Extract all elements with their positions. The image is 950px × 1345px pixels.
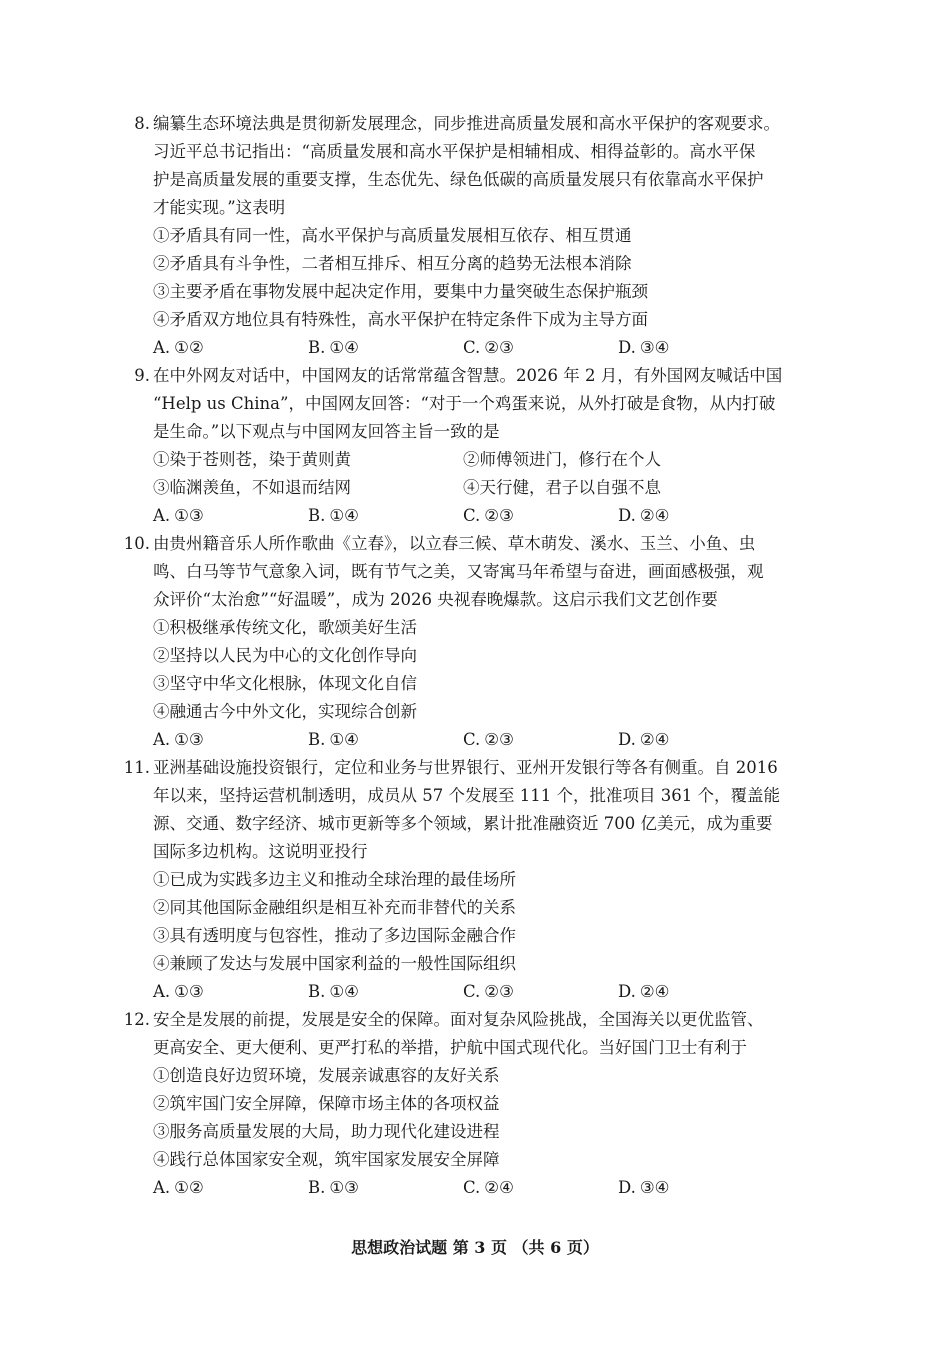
- stem-line: 众评价“太治愈”“好温暖”，成为 2026 央视春晚爆款。这启示我们文艺创作要: [153, 590, 718, 609]
- statement-row: [153, 474, 793, 502]
- answer-choices: [153, 726, 793, 754]
- stem-line: 安全是发展的前提，发展是安全的保障。面对复杂风险挑战，全国海关以更优监管、: [153, 1010, 764, 1029]
- question-9: [134, 362, 793, 530]
- choice-letter: C.: [463, 730, 481, 749]
- choice-text: ②④: [639, 982, 670, 1001]
- choice-letter: C.: [463, 338, 481, 357]
- choice-text: ①④: [329, 982, 359, 1001]
- statement-item: ①积极继承传统文化，歌颂美好生活: [153, 618, 417, 637]
- choice-letter: A.: [153, 982, 171, 1001]
- choice-text: ①④: [329, 506, 359, 525]
- choice-d[interactable]: [618, 502, 773, 530]
- choice-letter: D.: [618, 506, 636, 525]
- question-stem: [153, 530, 793, 614]
- choice-letter: B.: [308, 982, 326, 1001]
- stem-line: 鸣、白马等节气意象入词，既有节气之美，又寄寓马年希望与奋进，画面感极强，观: [153, 562, 764, 581]
- stem-line: 编纂生态环境法典是贯彻新发展理念，同步推进高质量发展和高水平保护的客观要求。: [153, 114, 780, 133]
- choice-letter: D.: [618, 1178, 636, 1197]
- statement-list: [153, 446, 793, 502]
- choice-text: ②③: [484, 506, 514, 525]
- stem-line: 护是高质量发展的重要支撑，生态优先、绿色低碳的高质量发展只有依靠高水平保护: [153, 170, 764, 189]
- choice-b[interactable]: [308, 502, 463, 530]
- stem-line: 习近平总书记指出：“高质量发展和高水平保护是相辅相成、相得益彰的。高水平保: [153, 142, 756, 161]
- choice-d[interactable]: [618, 726, 773, 754]
- stem-line: 是生命。”以下观点与中国网友回答主旨一致的是: [153, 422, 500, 441]
- stem-line: 源、交通、数字经济、城市更新等多个领域，累计批准融资近 700 亿美元，成为重要: [153, 814, 773, 833]
- choice-a[interactable]: [153, 502, 308, 530]
- choice-letter: C.: [463, 506, 481, 525]
- choice-text: ②④: [484, 1178, 514, 1197]
- statement-item: ③服务高质量发展的大局，助力现代化建设进程: [153, 1122, 500, 1141]
- choice-d[interactable]: [618, 1174, 773, 1202]
- question-11: [123, 754, 793, 1006]
- choice-b[interactable]: [308, 726, 463, 754]
- stem-line: 亚洲基础设施投资银行，定位和业务与世界银行、亚州开发银行等各有侧重。自 2016: [153, 758, 778, 777]
- statement-item: ①创造良好边贸环境，发展亲诚惠容的友好关系: [153, 1066, 500, 1085]
- choice-text: ①③: [329, 1178, 359, 1197]
- question-12: [123, 1006, 793, 1202]
- statement-item: ②矛盾具有斗争性，二者相互排斥、相互分离的趋势无法根本消除: [153, 254, 632, 273]
- choice-letter: A.: [153, 1178, 171, 1197]
- question-stem: [153, 110, 793, 222]
- choice-a[interactable]: [153, 726, 308, 754]
- statement-item: ①已成为实践多边主义和推动全球治理的最佳场所: [153, 870, 516, 889]
- question-stem: [153, 754, 793, 866]
- statement-item: ④兼顾了发达与发展中国家利益的一般性国际组织: [153, 954, 516, 973]
- question-stem: [153, 362, 793, 446]
- statement-item: ④天行健，君子以自强不息: [463, 478, 661, 497]
- question-number: 9.: [134, 366, 150, 385]
- statement-item: ①矛盾具有同一性，高水平保护与高质量发展相互依存、相互贯通: [153, 226, 632, 245]
- choice-letter: D.: [618, 730, 636, 749]
- choice-text: ①③: [174, 982, 204, 1001]
- statement-item: ③临渊羡鱼，不如退而结网: [153, 478, 351, 497]
- answer-choices: [153, 334, 793, 362]
- statement-item: ①染于苍则苍，染于黄则黄: [153, 450, 351, 469]
- choice-c[interactable]: [463, 502, 618, 530]
- statement-item: ③主要矛盾在事物发展中起决定作用，要集中力量突破生态保护瓶颈: [153, 282, 648, 301]
- statement-item: ②同其他国际金融组织是相互补充而非替代的关系: [153, 898, 516, 917]
- stem-line: 在中外网友对话中，中国网友的话常常蕴含智慧。2026 年 2 月，有外国网友喊话中国: [153, 366, 783, 385]
- statement-item: ④融通古今中外文化，实现综合创新: [153, 702, 417, 721]
- choice-letter: A.: [153, 506, 171, 525]
- answer-choices: [153, 978, 793, 1006]
- choice-text: ②③: [484, 338, 514, 357]
- question-number: 8.: [134, 114, 150, 133]
- stem-line: 更高安全、更大便利、更严打私的举措，护航中国式现代化。当好国门卫士有利于: [153, 1038, 747, 1057]
- statement-list: [153, 866, 793, 978]
- choice-letter: B.: [308, 730, 326, 749]
- choice-text: ①④: [329, 730, 359, 749]
- stem-line: 年以来，坚持运营机制透明，成员从 57 个发展至 111 个，批准项目 361 个，覆盖能: [153, 786, 780, 805]
- choice-c[interactable]: [463, 978, 618, 1006]
- page-footer: 思想政治试题 第 3 页 （共 6 页）: [351, 1238, 599, 1257]
- stem-line: 由贵州籍音乐人所作歌曲《立春》，以立春三候、草木萌发、溪水、玉兰、小鱼、虫: [153, 534, 756, 553]
- choice-c[interactable]: [463, 1174, 618, 1202]
- choice-text: ②④: [639, 506, 670, 525]
- choice-letter: A.: [153, 338, 171, 357]
- choice-a[interactable]: [153, 1174, 308, 1202]
- choice-text: ③④: [639, 1178, 670, 1197]
- answer-choices: [153, 1174, 793, 1202]
- statement-item: ②坚持以人民为中心的文化创作导向: [153, 646, 417, 665]
- statement-list: [153, 614, 793, 726]
- stem-line: “Help us China”，中国网友回答：“对于一个鸡蛋来说，从外打破是食物，从内打破: [153, 394, 776, 413]
- choice-a[interactable]: [153, 978, 308, 1006]
- question-8: [134, 110, 793, 362]
- statement-item: ④矛盾双方地位具有特殊性，高水平保护在特定条件下成为主导方面: [153, 310, 648, 329]
- choice-c[interactable]: [463, 334, 618, 362]
- question-stem: [153, 1006, 793, 1062]
- choice-letter: C.: [463, 982, 481, 1001]
- question-number: 10.: [123, 534, 150, 553]
- question-10: [123, 530, 793, 754]
- choice-letter: A.: [153, 730, 171, 749]
- statement-item: ②师傅领进门，修行在个人: [463, 450, 661, 469]
- choice-letter: D.: [618, 338, 636, 357]
- choice-text: ①②: [174, 338, 204, 357]
- question-number: 12.: [123, 1010, 150, 1029]
- choice-text: ①③: [174, 506, 204, 525]
- stem-line: 国际多边机构。这说明亚投行: [153, 842, 368, 861]
- choice-b[interactable]: [308, 334, 463, 362]
- choice-text: ②③: [484, 730, 514, 749]
- statement-list: [153, 222, 793, 334]
- choice-text: ①②: [174, 1178, 204, 1197]
- choice-d[interactable]: [618, 334, 773, 362]
- choice-letter: D.: [618, 982, 636, 1001]
- choice-d[interactable]: [618, 978, 773, 1006]
- stem-line: 才能实现。”这表明: [153, 198, 286, 217]
- statement-row: [153, 446, 793, 474]
- statement-list: [153, 1062, 793, 1174]
- choice-letter: B.: [308, 338, 326, 357]
- choice-text: ②④: [639, 730, 670, 749]
- answer-choices: [153, 502, 793, 530]
- choice-text: ①③: [174, 730, 204, 749]
- choice-b[interactable]: [308, 1174, 463, 1202]
- choice-text: ①④: [329, 338, 359, 357]
- choice-text: ③④: [639, 338, 670, 357]
- statement-item: ④践行总体国家安全观，筑牢国家发展安全屏障: [153, 1150, 500, 1169]
- choice-c[interactable]: [463, 726, 618, 754]
- statement-item: ②筑牢国门安全屏障，保障市场主体的各项权益: [153, 1094, 500, 1113]
- choice-text: ②③: [484, 982, 514, 1001]
- choice-b[interactable]: [308, 978, 463, 1006]
- statement-item: ③具有透明度与包容性，推动了多边国际金融合作: [153, 926, 516, 945]
- statement-item: ③坚守中华文化根脉，体现文化自信: [153, 674, 417, 693]
- choice-letter: C.: [463, 1178, 481, 1197]
- choice-letter: B.: [308, 1178, 326, 1197]
- question-number: 11.: [123, 758, 150, 777]
- choice-letter: B.: [308, 506, 326, 525]
- choice-a[interactable]: [153, 334, 308, 362]
